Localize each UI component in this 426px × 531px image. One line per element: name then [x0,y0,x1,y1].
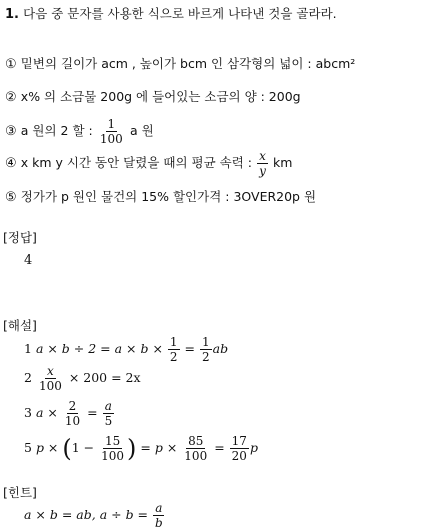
fraction-denominator: 5 [104,414,113,428]
fraction-denominator: b [155,516,163,530]
fraction-denominator: 2 [169,350,178,364]
fraction-denominator: y [259,164,266,178]
expr: = p × [140,440,178,455]
fraction [230,435,249,462]
fraction [103,400,115,427]
fraction-numerator: a [155,501,163,515]
expr: p × [35,440,59,455]
choice-mark: ④ [5,156,17,171]
expr-tail: × 200 = 2x [68,370,141,385]
fraction-denominator: 10 [64,414,81,428]
choice-3[interactable] [5,118,154,145]
expr: a × [35,405,58,420]
choice-text-tail: km [273,155,293,170]
fraction [99,435,126,462]
fraction [168,336,180,363]
fraction [37,365,64,392]
fraction-numerator: 1 [107,117,116,131]
expr-tail: ab [212,341,229,356]
question-text: 다음 중 문자를 사용한 식으로 바르게 나타낸 것을 골라라. [23,6,337,21]
fraction-denominator: 2 [202,350,210,364]
question-number: 1. [5,7,19,22]
choice-mark: ③ [5,124,17,139]
choice-4[interactable] [5,150,292,177]
expr: 1 − [71,440,95,455]
fraction [182,435,209,462]
choice-5[interactable] [5,189,316,206]
fraction-numerator: 1 [202,335,210,349]
choice-text: x% 의 소금물 200g 에 들어있는 소금의 양 : 200g [20,89,301,104]
question [5,6,337,23]
fraction-denominator: 100 [99,132,123,146]
fraction [153,502,165,529]
fraction-numerator: 85 [188,434,204,448]
choice-text: a 원의 2 할 : [20,123,93,138]
step-number: 1 [24,341,32,356]
fraction-numerator: a [104,399,112,413]
expr-tail: p [249,440,258,455]
fraction-denominator: 100 [101,449,125,463]
fraction-numerator: x [259,149,266,163]
solution-label: [해설] [3,318,37,333]
fraction [98,118,125,145]
fraction [200,336,212,363]
expr: a × b ÷ 2 = a × b × [35,341,163,356]
solution-line-1 [24,334,228,364]
hint-expression [24,500,166,530]
choice-mark: ⑤ [5,190,17,205]
choice-text-tail: a 원 [129,123,154,138]
fraction-numerator: 15 [104,434,121,448]
choice-1[interactable] [5,56,355,73]
fraction-denominator: 20 [231,449,247,463]
step-number: 2 [24,370,32,385]
left-paren: ( [62,434,72,463]
equals: = [214,440,225,455]
fraction-numerator: 1 [169,335,178,349]
choice-mark: ① [5,57,17,72]
equals: = [87,405,98,420]
fraction-numerator: x [47,364,54,378]
expr: a × b = ab, a ÷ b = [24,507,149,522]
hint-label: [힌트] [3,485,37,500]
solution-line-2 [24,363,141,393]
right-paren: ) [127,434,137,463]
fraction-numerator: 17 [231,434,247,448]
equals: = [184,341,196,356]
solution-line-3 [24,398,115,428]
fraction [63,400,82,427]
step-number: 5 [24,440,32,455]
choice-2[interactable] [5,89,301,106]
solution-line-4 [24,432,258,464]
choice-mark: ② [5,90,17,105]
choice-text: 정가가 p 원인 물건의 15% 할인가격 : 3OVER20p 원 [20,189,317,204]
fraction-denominator: 100 [38,379,62,393]
fraction-denominator: 100 [184,449,208,463]
choice-text: x km y 시간 동안 달렸을 때의 평균 속력 : [20,155,252,170]
fraction [257,150,268,177]
fraction-numerator: 2 [68,399,77,413]
answer-label: [정답] [3,230,37,245]
step-number: 3 [24,405,32,420]
answer-value: 4 [24,253,33,268]
choice-text: 밑변의 길이가 acm , 높이가 bcm 인 삼각형의 넓이 : abcm² [20,56,356,71]
